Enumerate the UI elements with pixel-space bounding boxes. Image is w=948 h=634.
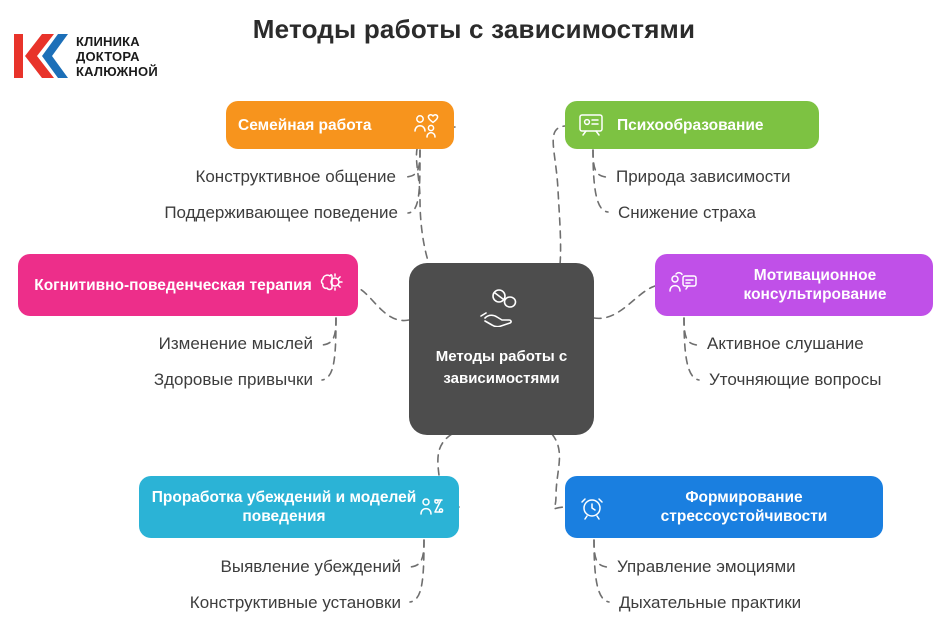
branch-motivational[interactable] <box>655 254 933 316</box>
branch-psychoeducation-item-0: Природа зависимости <box>616 167 791 186</box>
branch-beliefs-item-1: Конструктивные установки <box>189 593 401 612</box>
branch-stress[interactable] <box>565 476 883 538</box>
branch-cbt-label: Когнитивно-поведенческая терапия <box>34 276 312 294</box>
branch-stress-label: Формирование стрессоустойчивости <box>660 489 828 525</box>
branch-cbt[interactable] <box>18 254 358 316</box>
branch-psychoeducation-label: Психообразование <box>617 116 764 134</box>
branch-family-item-0: Конструктивное общение <box>195 167 396 186</box>
branch-beliefs-label: Проработка убеждений и моделей поведения <box>151 489 417 525</box>
branch-family-label: Семейная работа <box>238 116 372 134</box>
center-node-label: Методы работы с зависимостями <box>435 348 568 387</box>
family-group-icon <box>412 111 442 139</box>
presentation-board-icon <box>577 112 605 138</box>
person-percent-icon <box>417 493 447 521</box>
branch-beliefs-item-0: Выявление убеждений <box>220 557 401 576</box>
branch-stress-item-0: Управление эмоциями <box>617 557 796 576</box>
alarm-clock-icon <box>577 493 607 521</box>
person-chat-icon <box>667 271 699 299</box>
branch-psychoeducation-item-1: Снижение страха <box>618 203 757 222</box>
branch-psychoeducation[interactable] <box>565 101 819 149</box>
page-title: Методы работы с зависимостями <box>252 14 696 44</box>
branch-cbt-item-1: Здоровые привычки <box>153 370 313 389</box>
center-node <box>409 263 594 435</box>
branch-family[interactable] <box>226 101 454 149</box>
brain-gear-icon <box>316 271 346 299</box>
branch-cbt-item-0: Изменение мыслей <box>158 334 313 353</box>
branch-beliefs[interactable] <box>139 476 459 538</box>
brand-line-1: КЛИНИКА <box>76 33 140 49</box>
branch-family-item-1: Поддерживающее поведение <box>164 203 398 222</box>
branch-stress-item-1: Дыхательные практики <box>619 593 802 612</box>
branch-motivational-label: Мотивационное консультирование <box>743 267 887 303</box>
branch-motivational-item-1: Уточняющие вопросы <box>709 370 882 389</box>
brand-line-2: ДОКТОРА <box>76 48 140 64</box>
brand-line-3: КАЛЮЖНОЙ <box>76 63 158 79</box>
branch-motivational-item-0: Активное слушание <box>707 334 864 353</box>
hand-pills-icon <box>479 287 525 332</box>
